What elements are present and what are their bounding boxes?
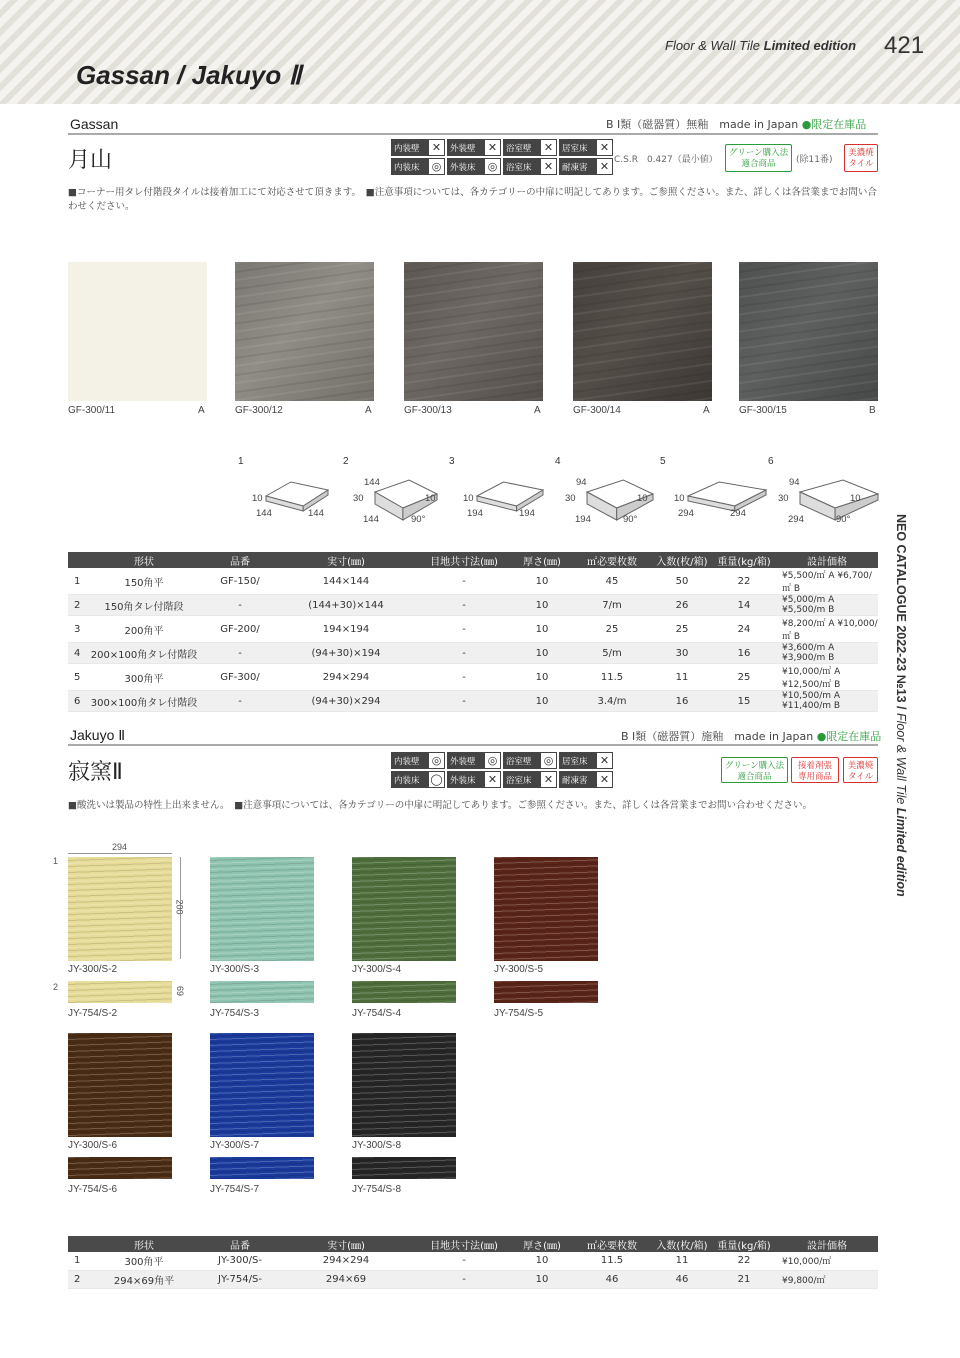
gassan-tile-swatch <box>739 262 878 401</box>
side-catalogue-label: NEO CATALOGUE 2022-23 №13 / Floor & Wall Tile Limited edition <box>894 514 908 897</box>
series-label: Floor & Wall Tile Limited edition <box>665 38 857 53</box>
jakuyo-strip-swatch <box>210 1157 314 1179</box>
gassan-name-jp: 月山 <box>68 148 113 173</box>
tile-code: GF-300/12 <box>235 405 283 416</box>
table-cell: - <box>204 595 276 616</box>
tile-grade: A <box>703 405 710 416</box>
row-2-label: 2 <box>53 982 59 992</box>
jakuyo-divider <box>68 744 878 746</box>
table-cell: 46 <box>572 1270 652 1288</box>
table-cell: 1 <box>68 568 84 595</box>
tile-code: GF-300/11 <box>68 405 116 416</box>
table-cell: 294×294 <box>276 664 416 691</box>
table-row <box>68 1252 878 1270</box>
tile-grade: B <box>869 405 876 416</box>
jakuyo-tile-swatch <box>68 857 172 961</box>
gassan-tile-swatch <box>573 262 712 401</box>
usage-mark: ✕ <box>485 772 500 787</box>
table-cell: 11 <box>652 664 712 691</box>
table-cell: 294×69 <box>276 1270 416 1288</box>
table-header: 設計価格 <box>776 552 878 568</box>
jakuyo-usage-grid <box>391 752 613 788</box>
table-cell: - <box>416 568 512 595</box>
table-header: 目地共寸法(㎜) <box>416 552 512 568</box>
usage-mark: ◎ <box>485 159 500 174</box>
row-1-label: 1 <box>53 856 59 866</box>
gassan-classification: B Ⅰ類（磁器質）無釉 made in Japan ●限定在庫品 <box>606 118 867 131</box>
table-cell: 25 <box>712 664 776 691</box>
table-cell: JY-300/S- <box>204 1252 276 1270</box>
shape-drawing <box>256 478 356 528</box>
table-header: 設計価格 <box>776 1236 878 1252</box>
gassan-csr: C.S.R 0.427（最小値） <box>614 155 718 165</box>
usage-label: 耐凍害 <box>562 775 588 786</box>
table-cell: ¥5,000/m A ¥5,500/m B <box>776 595 878 616</box>
shape-dim: 10 <box>850 493 861 504</box>
mino-tile-badge: 美濃焼 タイル <box>844 144 878 172</box>
usage-cell <box>559 158 613 175</box>
table-cell: 26 <box>652 595 712 616</box>
jakuyo-note: ■酸洗いは製品の特性上出来ません。 ■注意事項については、各カテゴリーの中扉に明記してあります。ご参照ください。また、詳しくは各営業までお問い合わせください。 <box>68 800 812 811</box>
usage-label: 浴室床 <box>506 162 532 173</box>
usage-cell <box>391 158 445 175</box>
table-cell: 45 <box>572 568 652 595</box>
table-cell: - <box>416 1270 512 1288</box>
shape-number: 2 <box>343 456 349 467</box>
table-header: 入数(枚/箱) <box>652 1236 712 1252</box>
jakuyo-strip-swatch <box>210 981 314 1003</box>
shape-dim: 10 <box>463 493 474 504</box>
table-cell: 144×144 <box>276 568 416 595</box>
strip-code: JY-754/S-2 <box>68 1008 118 1019</box>
table-header: ㎡必要枚数 <box>572 1236 652 1252</box>
gassan-divider <box>68 133 878 135</box>
usage-cell <box>503 771 557 788</box>
shape-dim: 10 <box>637 493 648 504</box>
usage-cell <box>559 752 613 769</box>
usage-label: 浴室壁 <box>506 756 532 767</box>
shape-dim: 10 <box>252 493 263 504</box>
usage-mark: ◎ <box>429 159 444 174</box>
table-cell: 11.5 <box>572 664 652 691</box>
usage-cell <box>503 752 557 769</box>
table-header: 入数(枚/箱) <box>652 552 712 568</box>
table-cell: 3 <box>68 616 84 643</box>
jakuyo-name-en: Jakuyo Ⅱ <box>70 727 126 743</box>
table-header: 目地共寸法(㎜) <box>416 1236 512 1252</box>
shape-dim: 90° <box>623 514 638 525</box>
table-cell: - <box>204 643 276 664</box>
shape-dim: 10 <box>674 493 685 504</box>
shape-number: 1 <box>238 456 244 467</box>
table-cell: 10 <box>512 568 572 595</box>
table-cell: ¥8,200/㎡ A ¥10,000/㎡ B <box>776 616 878 643</box>
usage-label: 外装床 <box>450 775 476 786</box>
usage-mark: ✕ <box>597 772 612 787</box>
table-cell: 10 <box>512 1270 572 1288</box>
jakuyo-spec-table <box>68 1236 878 1289</box>
table-cell: 21 <box>712 1270 776 1288</box>
strip-code: JY-754/S-6 <box>68 1184 118 1195</box>
gassan-name-en: Gassan <box>70 116 119 132</box>
jakuyo-classification: B Ⅰ類（磁器質）施釉 made in Japan ●限定在庫品 <box>621 730 882 743</box>
table-cell: 15 <box>712 691 776 712</box>
gassan-tile-swatch <box>235 262 374 401</box>
shape-number: 3 <box>449 456 455 467</box>
table-cell: 300×100角タレ付階段 <box>84 691 204 712</box>
usage-cell <box>559 771 613 788</box>
table-cell: ¥5,500/㎡ A ¥6,700/㎡ B <box>776 568 878 595</box>
table-cell: - <box>416 664 512 691</box>
usage-label: 内装壁 <box>394 143 420 154</box>
table-cell: 294×69角平 <box>84 1270 204 1288</box>
shape-dim: 194 <box>467 508 483 519</box>
usage-mark: ✕ <box>541 140 556 155</box>
gassan-note: ■コーナー用タレ付階段タイルは接着加工にて対応させて頂きます。 ■注意事項については、各カテゴリーの中扉に明記してあります。ご参照ください。また、詳しくは各営業までお問い合わせください。 <box>68 187 877 212</box>
table-header <box>68 552 84 568</box>
table-row <box>68 691 878 712</box>
tile-grade: A <box>534 405 541 416</box>
table-cell: 16 <box>712 643 776 664</box>
table-cell: 11.5 <box>572 1252 652 1270</box>
table-cell: 14 <box>712 595 776 616</box>
table-cell: 300角平 <box>84 1252 204 1270</box>
table-header: 実寸(㎜) <box>276 1236 416 1252</box>
table-header: 厚さ(㎜) <box>512 1236 572 1252</box>
usage-label: 耐凍害 <box>562 162 588 173</box>
usage-mark: ✕ <box>597 753 612 768</box>
usage-label: 居室床 <box>562 143 588 154</box>
table-cell: ¥10,000/㎡ <box>776 1252 878 1270</box>
dim-width-label: 294 <box>112 842 128 852</box>
table-cell: 4 <box>68 643 84 664</box>
table-cell: 25 <box>652 616 712 643</box>
shape-dim: 294 <box>678 508 694 519</box>
green-purchase-badge: グリーン購入法 適合商品 <box>725 144 792 172</box>
table-header: 実寸(㎜) <box>276 552 416 568</box>
tile-grade: A <box>198 405 205 416</box>
table-cell: 200角平 <box>84 616 204 643</box>
shape-dim: 144 <box>256 508 272 519</box>
usage-cell <box>391 752 445 769</box>
table-cell: 5/m <box>572 643 652 664</box>
table-cell: 2 <box>68 1270 84 1288</box>
table-row <box>68 616 878 643</box>
jakuyo-name-jp: 寂窯Ⅱ <box>68 760 123 785</box>
shape-dim: 194 <box>575 514 591 525</box>
strip-code: JY-754/S-3 <box>210 1008 260 1019</box>
table-cell: 3.4/m <box>572 691 652 712</box>
shape-dim: 144 <box>363 514 379 525</box>
usage-cell <box>559 139 613 156</box>
jakuyo-tile-swatch <box>352 1033 456 1137</box>
table-header: 重量(kg/箱) <box>712 1236 776 1252</box>
usage-cell <box>447 158 501 175</box>
shape-dim: 30 <box>353 493 364 504</box>
table-cell: 1 <box>68 1252 84 1270</box>
table-cell: (94+30)×294 <box>276 691 416 712</box>
usage-cell <box>447 139 501 156</box>
strip-code: JY-754/S-7 <box>210 1184 260 1195</box>
table-cell: 24 <box>712 616 776 643</box>
table-cell: 10 <box>512 595 572 616</box>
usage-mark: ◯ <box>430 773 443 786</box>
tile-code: JY-300/S-4 <box>352 964 402 975</box>
table-cell: 16 <box>652 691 712 712</box>
tile-code: JY-300/S-5 <box>494 964 544 975</box>
tile-code: JY-300/S-6 <box>68 1140 118 1151</box>
table-header: 形状 <box>84 552 204 568</box>
table-cell: 50 <box>652 568 712 595</box>
shape-dim: 94 <box>576 477 587 488</box>
dim-width-line <box>68 853 172 854</box>
tile-code: JY-300/S-2 <box>68 964 118 975</box>
shape-dim: 294 <box>730 508 746 519</box>
usage-cell <box>391 139 445 156</box>
table-row <box>68 568 878 595</box>
table-cell: 46 <box>652 1270 712 1288</box>
table-cell: 10 <box>512 664 572 691</box>
usage-cell <box>503 158 557 175</box>
jakuyo-strip-swatch <box>352 1157 456 1179</box>
table-cell: 2 <box>68 595 84 616</box>
shape-dim: 10 <box>425 493 436 504</box>
gassan-spec-table <box>68 552 878 712</box>
jakuyo-tile-swatch <box>494 857 598 961</box>
tile-code: GF-300/14 <box>573 405 621 416</box>
table-cell: 7/m <box>572 595 652 616</box>
table-cell: ¥9,800/㎡ <box>776 1270 878 1288</box>
excluding-note: (除11番) <box>796 155 833 165</box>
table-cell: 150角平 <box>84 568 204 595</box>
shape-number: 5 <box>660 456 666 467</box>
table-header: 重量(kg/箱) <box>712 552 776 568</box>
shape-dim: 30 <box>778 493 789 504</box>
dim-height-label: 200 <box>174 899 185 915</box>
usage-mark: ◎ <box>485 753 500 768</box>
page-number: 421 <box>884 32 925 59</box>
usage-label: 内装壁 <box>394 756 420 767</box>
table-cell: 200×100角タレ付階段 <box>84 643 204 664</box>
table-row <box>68 1270 878 1288</box>
table-cell: ¥10,000/㎡ A ¥12,500/㎡ B <box>776 664 878 691</box>
usage-mark: ◎ <box>541 753 556 768</box>
usage-label: 外装壁 <box>450 756 476 767</box>
usage-mark: ✕ <box>429 140 444 155</box>
usage-mark: ◎ <box>429 753 444 768</box>
table-cell: 25 <box>572 616 652 643</box>
tile-grade: A <box>365 405 372 416</box>
table-cell: GF-150/ <box>204 568 276 595</box>
table-cell: 5 <box>68 664 84 691</box>
table-header <box>68 1236 84 1252</box>
table-header: 形状 <box>84 1236 204 1252</box>
table-cell: 10 <box>512 616 572 643</box>
green-purchase-badge-2: グリーン購入法 適合商品 <box>721 757 788 783</box>
usage-label: 内装床 <box>394 162 420 173</box>
table-row <box>68 595 878 616</box>
usage-mark: ✕ <box>597 140 612 155</box>
usage-label: 内装床 <box>394 775 420 786</box>
table-row <box>68 664 878 691</box>
shape-drawing <box>678 478 778 528</box>
jakuyo-strip-swatch <box>68 981 172 1003</box>
usage-cell <box>447 752 501 769</box>
gassan-usage-grid <box>391 139 613 175</box>
shape-dim: 294 <box>788 514 804 525</box>
table-cell: 6 <box>68 691 84 712</box>
table-header: 品番 <box>204 1236 276 1252</box>
table-cell: (94+30)×194 <box>276 643 416 664</box>
table-cell: 22 <box>712 1252 776 1270</box>
usage-label: 居室床 <box>562 756 588 767</box>
table-cell: (144+30)×144 <box>276 595 416 616</box>
adhesive-badge: 接着剤張 専用商品 <box>791 757 839 783</box>
usage-cell <box>447 771 501 788</box>
dim-strip-label: 69 <box>175 985 186 997</box>
shape-dim: 90° <box>411 514 426 525</box>
table-cell: 10 <box>512 691 572 712</box>
table-cell: 300角平 <box>84 664 204 691</box>
usage-mark: ✕ <box>485 140 500 155</box>
table-cell: ¥10,500/m A ¥11,400/m B <box>776 691 878 712</box>
table-cell: GF-300/ <box>204 664 276 691</box>
gassan-tile-swatch <box>68 262 207 401</box>
jakuyo-tile-swatch <box>352 857 456 961</box>
shape-dim: 144 <box>308 508 324 519</box>
strip-code: JY-754/S-5 <box>494 1008 544 1019</box>
shape-drawing <box>467 478 567 528</box>
shape-dim: 194 <box>519 508 535 519</box>
table-cell: - <box>416 595 512 616</box>
table-cell: 150角タレ付階段 <box>84 595 204 616</box>
usage-mark: ✕ <box>541 772 556 787</box>
table-cell: 10 <box>512 1252 572 1270</box>
shape-dim: 144 <box>364 477 380 488</box>
page-title: Gassan / Jakuyo Ⅱ <box>76 60 302 90</box>
table-cell: 294×294 <box>276 1252 416 1270</box>
table-cell: 10 <box>512 643 572 664</box>
strip-code: JY-754/S-8 <box>352 1184 402 1195</box>
jakuyo-strip-swatch <box>494 981 598 1003</box>
table-cell: - <box>416 1252 512 1270</box>
table-cell: - <box>416 616 512 643</box>
strip-code: JY-754/S-4 <box>352 1008 402 1019</box>
shape-dim: 94 <box>789 477 800 488</box>
table-header: 品番 <box>204 552 276 568</box>
table-header: 厚さ(㎜) <box>512 552 572 568</box>
usage-cell <box>391 771 445 788</box>
tile-code: JY-300/S-3 <box>210 964 260 975</box>
table-cell: - <box>204 691 276 712</box>
shape-number: 4 <box>555 456 561 467</box>
jakuyo-strip-swatch <box>68 1157 172 1179</box>
table-cell: ¥3,600/m A ¥3,900/m B <box>776 643 878 664</box>
table-cell: 30 <box>652 643 712 664</box>
table-header: ㎡必要枚数 <box>572 552 652 568</box>
mino-tile-badge-2: 美濃焼 タイル <box>843 757 878 783</box>
gassan-tile-swatch <box>404 262 543 401</box>
usage-label: 外装床 <box>450 162 476 173</box>
usage-mark: ✕ <box>597 159 612 174</box>
usage-label: 浴室床 <box>506 775 532 786</box>
table-cell: JY-754/S- <box>204 1270 276 1288</box>
tile-code: JY-300/S-7 <box>210 1140 260 1151</box>
table-cell: 11 <box>652 1252 712 1270</box>
jakuyo-tile-swatch <box>210 857 314 961</box>
jakuyo-tile-swatch <box>210 1033 314 1137</box>
usage-mark: ✕ <box>541 159 556 174</box>
table-cell: - <box>416 643 512 664</box>
usage-label: 浴室壁 <box>506 143 532 154</box>
table-row <box>68 643 878 664</box>
usage-cell <box>503 139 557 156</box>
tile-code: GF-300/13 <box>404 405 452 416</box>
shape-dim: 90° <box>836 514 851 525</box>
table-cell: 194×194 <box>276 616 416 643</box>
shape-dim: 30 <box>565 493 576 504</box>
tile-code: GF-300/15 <box>739 405 787 416</box>
shape-number: 6 <box>768 456 774 467</box>
table-cell: GF-200/ <box>204 616 276 643</box>
tile-code: JY-300/S-8 <box>352 1140 402 1151</box>
jakuyo-strip-swatch <box>352 981 456 1003</box>
table-cell: 22 <box>712 568 776 595</box>
table-cell: - <box>416 691 512 712</box>
usage-label: 外装壁 <box>450 143 476 154</box>
jakuyo-tile-swatch <box>68 1033 172 1137</box>
